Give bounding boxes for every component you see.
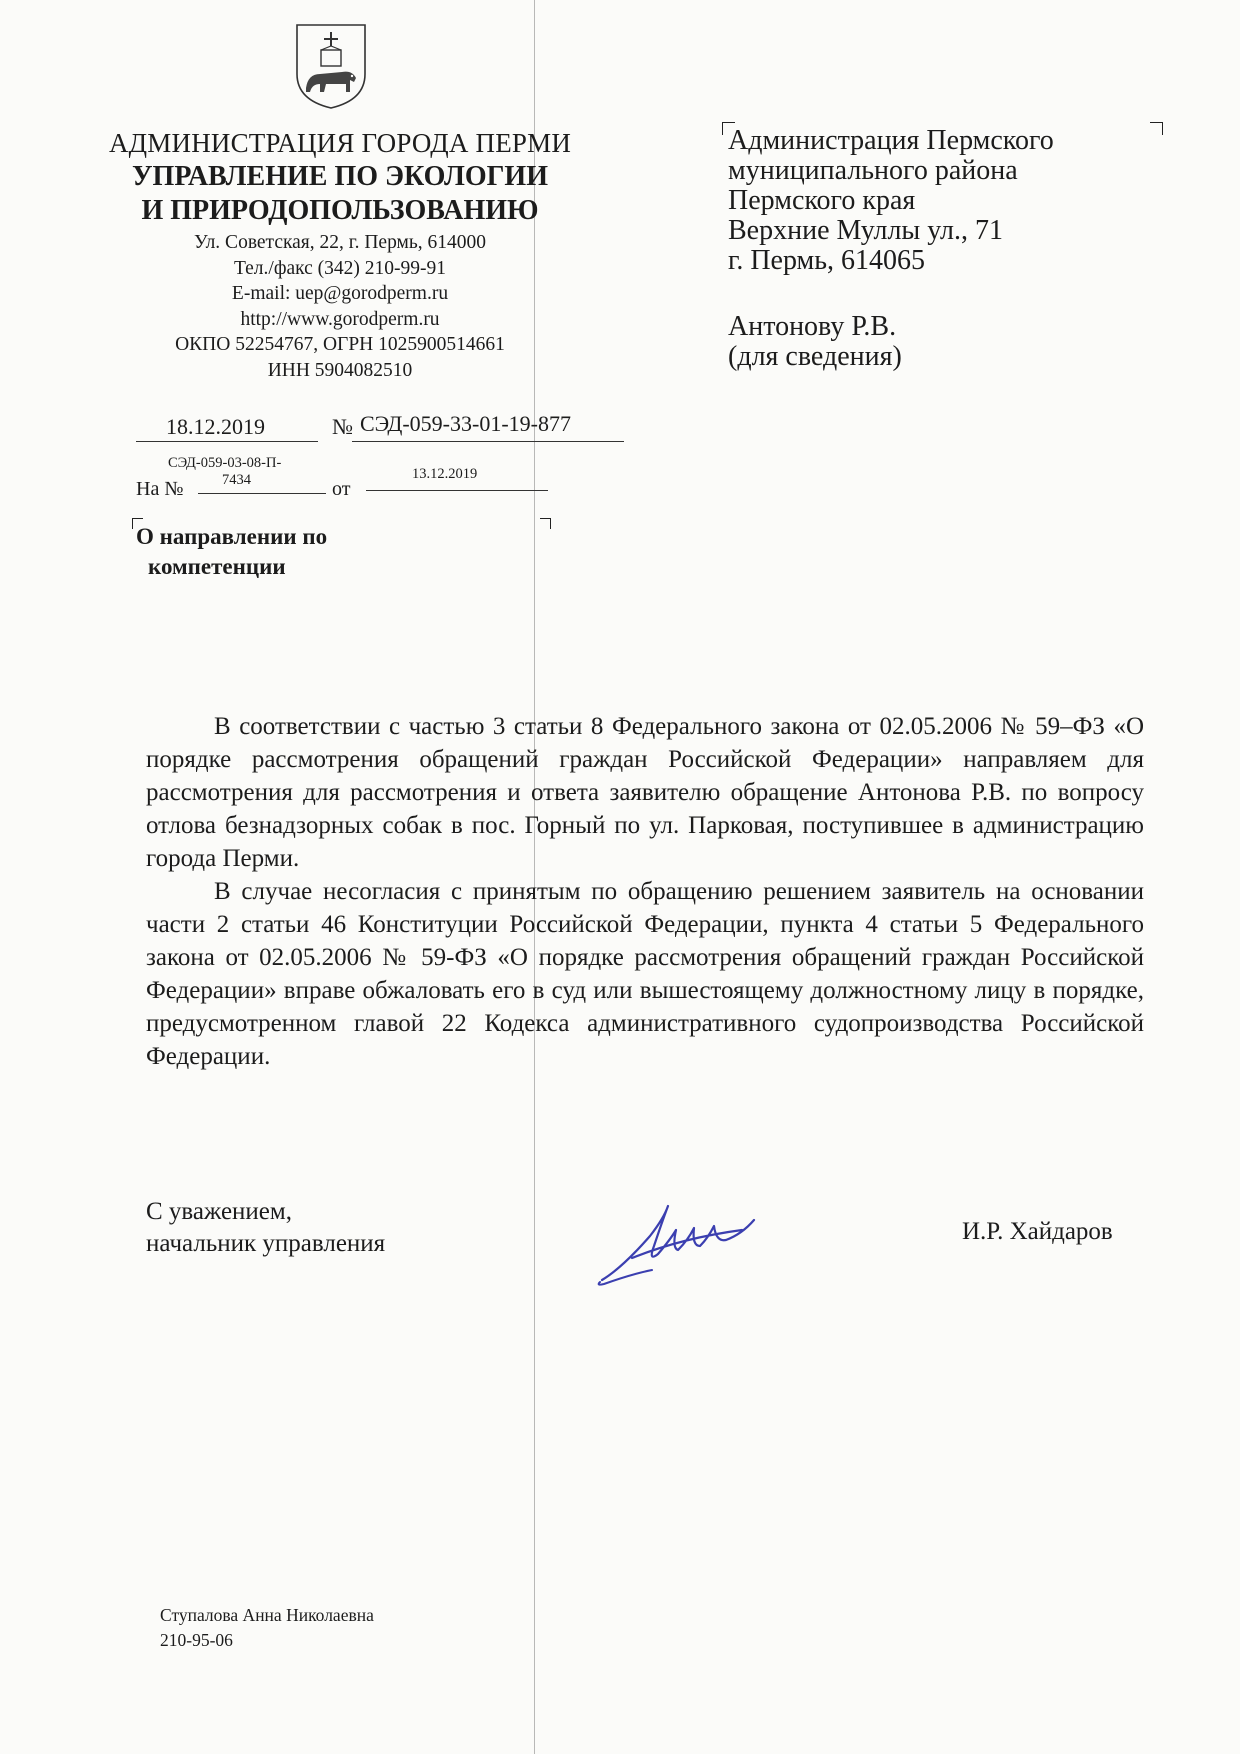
closing-position: начальник управления <box>146 1230 386 1257</box>
sender-inn: ИНН 5904082510 <box>267 359 413 381</box>
subject-bracket-right <box>540 518 551 529</box>
recipient-bracket-right <box>1150 122 1163 135</box>
recipient-line5: г. Пермь, 614065 <box>728 245 926 276</box>
signer-name: И.Р. Хайдаров <box>962 1218 1113 1245</box>
date-underline <box>136 441 318 442</box>
recipient-line1: Администрация Пермского <box>728 125 1054 156</box>
closing-regards: С уважением, <box>146 1198 292 1225</box>
reference-number: 7434 <box>222 472 251 488</box>
subject-line1: О направлении по <box>136 524 328 549</box>
recipient-line4: Верхние Муллы ул., 71 <box>728 215 1003 246</box>
number-underline <box>352 441 624 442</box>
recipient-line2: муниципального района <box>728 155 1018 186</box>
subject-block <box>136 522 327 582</box>
executor-phone: 210-95-06 <box>160 1630 233 1650</box>
sender-dept-line2: И ПРИРОДОПОЛЬЗОВАНИЮ <box>141 195 539 226</box>
registration-number: СЭД-059-33-01-19-877 <box>360 411 571 436</box>
body-paragraph-2: В случае несогласия с принятым по обращению решением заявитель на основании части 2 статьи 46 Конституции Российской Федерации, пункта 4 статьи 5 Федерального закона от 02.05.2006 № 59-ФЗ «О порядке рассмотрения обращений граждан Российской Федерации» вправе обжаловать его в суд или вышестоящему должностному лицу в порядке, предусмотренном главой 22 Кодекса административного судопроизводства Российской Федерации. <box>146 878 1144 1070</box>
reference-prefix: СЭД-059-03-08-П- <box>168 455 282 471</box>
sender-org-name: АДМИНИСТРАЦИЯ ГОРОДА ПЕРМИ <box>108 128 572 158</box>
sender-address: Ул. Советская, 22, г. Пермь, 614000 <box>193 232 487 253</box>
recipient-person: Антонову Р.В. <box>728 311 897 342</box>
registration-number-label: № <box>332 414 353 439</box>
sender-block <box>80 126 600 383</box>
signature-icon <box>592 1190 772 1290</box>
sender-codes: ОКПО 52254767, ОГРН 1025900514661 <box>175 334 505 355</box>
recipient-block <box>728 126 1054 372</box>
closing-block <box>146 1196 385 1260</box>
reference-date-underline <box>366 490 548 491</box>
recipient-note: (для сведения) <box>728 341 902 372</box>
sender-email: E-mail: uep@gorodperm.ru <box>231 283 449 304</box>
subject-line2: компетенции <box>148 554 286 579</box>
registration-date: 18.12.2019 <box>166 414 265 439</box>
sender-website: http://www.gorodperm.ru <box>240 308 440 330</box>
sender-dept-line1: УПРАВЛЕНИЕ ПО ЭКОЛОГИИ <box>131 161 548 192</box>
reference-number-underline <box>198 493 326 494</box>
executor-block <box>160 1603 374 1653</box>
reference-label: На № <box>136 478 184 500</box>
reference-date: 13.12.2019 <box>412 466 478 482</box>
letter-body <box>146 710 1144 1073</box>
sender-phone: Тел./факс (342) 210-99-91 <box>233 257 446 279</box>
executor-name: Ступалова Анна Николаевна <box>160 1605 374 1625</box>
recipient-line3: Пермского края <box>728 185 916 216</box>
body-paragraph-1: В соответствии с частью 3 статьи 8 Федерального закона от 02.05.2006 № 59–ФЗ «О порядке рассмотрения обращений граждан Российской Федерации» направляем для рассмотрения для рассмотрения и ответа заявителю обращение Антонова Р.В. по вопросу отлова безнадзорных собак в пос. Горный по ул. Парковая, поступившее в администрацию города Перми. <box>146 713 1144 872</box>
coat-of-arms-icon <box>294 22 368 110</box>
reference-from-label: от <box>332 478 351 500</box>
